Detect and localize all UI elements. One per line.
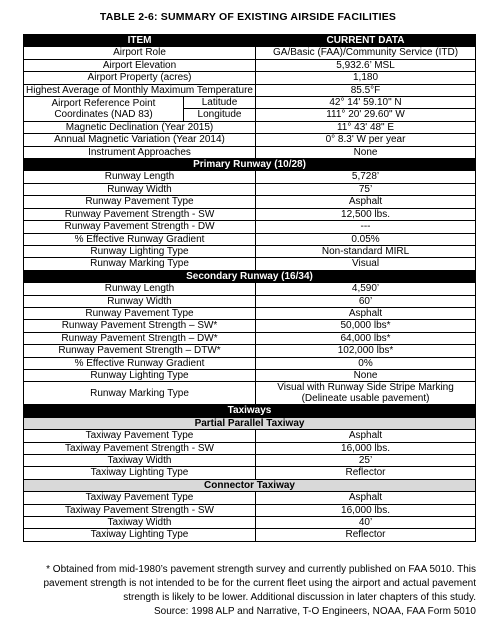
footnote-line: pavement strength is not intended to be for the current fleet using the airport and actual pavement <box>43 578 476 589</box>
row-value: 4,590’ <box>256 283 476 295</box>
table-row <box>24 84 476 96</box>
table-row <box>24 430 476 442</box>
partial-parallel-taxiway-header: Partial Parallel Taxiway <box>24 417 476 429</box>
connector-taxiway-header: Connector Taxiway <box>24 479 476 491</box>
section-header-row <box>24 405 476 417</box>
row-label: Airport Role <box>24 47 256 59</box>
arp-label-line2: Coordinates (NAD 83) <box>54 108 153 120</box>
row-label: Instrument Approaches <box>24 146 256 158</box>
row-value: Asphalt <box>256 307 476 319</box>
row-value: Reflector <box>256 467 476 479</box>
source-line: Source: 1998 ALP and Narrative, T-O Engineers, NOAA, FAA Form 5010 <box>153 606 476 617</box>
row-value: 42° 14' 59.10" N <box>256 97 476 109</box>
table-row <box>24 307 476 319</box>
table-notes <box>20 563 476 619</box>
row-label: Taxiway Pavement Strength - SW <box>24 504 256 516</box>
row-label: Taxiway Pavement Strength - SW <box>24 442 256 454</box>
row-label: Runway Width <box>24 183 256 195</box>
current-data-column-header: CURRENT DATA <box>256 35 476 47</box>
subsection-header-row <box>24 417 476 429</box>
row-label: Taxiway Width <box>24 517 256 529</box>
row-sublabel: Longitude <box>184 109 256 121</box>
row-value: 64,000 lbs* <box>256 332 476 344</box>
row-value: 12,500 lbs. <box>256 208 476 220</box>
general-section <box>24 47 476 159</box>
row-label: Taxiway Width <box>24 455 256 467</box>
table-row <box>24 97 476 109</box>
connector-taxiway-section <box>24 479 476 491</box>
arp-coordinates-label <box>24 97 184 122</box>
row-label: Runway Pavement Strength – DTW* <box>24 345 256 357</box>
row-label: Runway Width <box>24 295 256 307</box>
row-label: Airport Elevation <box>24 59 256 71</box>
row-value: 75’ <box>256 183 476 195</box>
row-label: Runway Marking Type <box>24 258 256 270</box>
table-row <box>24 47 476 59</box>
row-label: Taxiway Pavement Type <box>24 430 256 442</box>
primary-runway-header: Primary Runway (10/28) <box>24 159 476 171</box>
row-value: None <box>256 369 476 381</box>
row-label: Highest Average of Monthly Maximum Temperature <box>24 84 256 96</box>
table-row <box>24 332 476 344</box>
table-row <box>24 221 476 233</box>
row-label: % Effective Runway Gradient <box>24 233 256 245</box>
row-value: 40’ <box>256 517 476 529</box>
taxiways-section <box>24 405 476 430</box>
item-column-header: ITEM <box>24 35 256 47</box>
row-value: 111° 20' 29.60" W <box>256 109 476 121</box>
partial-parallel-taxiway-rows <box>24 430 476 480</box>
taxiways-header: Taxiways <box>24 405 476 417</box>
row-value: GA/Basic (FAA)/Community Service (ITD) <box>256 47 476 59</box>
row-value: Asphalt <box>256 196 476 208</box>
row-value: 5,932.6’ MSL <box>256 59 476 71</box>
airside-facilities-table <box>23 34 476 542</box>
row-value: --- <box>256 221 476 233</box>
table-row <box>24 72 476 84</box>
row-value: 85.5°F <box>256 84 476 96</box>
table-row <box>24 258 476 270</box>
row-value <box>256 382 476 405</box>
table-row <box>24 245 476 257</box>
row-label: Magnetic Declination (Year 2015) <box>24 121 256 133</box>
row-value: 16,000 lbs. <box>256 442 476 454</box>
table-row <box>24 183 476 195</box>
secondary-runway-rows <box>24 283 476 382</box>
row-value: None <box>256 146 476 158</box>
table-row <box>24 295 476 307</box>
table-row <box>24 357 476 369</box>
row-value: 50,000 lbs* <box>256 320 476 332</box>
table-row <box>24 529 476 541</box>
row-value: 1,180 <box>256 72 476 84</box>
marking-value-line2: (Delineate usable pavement) <box>301 393 430 405</box>
marking-value-line1: Visual with Runway Side Stripe Marking <box>277 382 454 394</box>
table-row <box>24 134 476 146</box>
row-label: Runway Pavement Strength – SW* <box>24 320 256 332</box>
row-label: Runway Lighting Type <box>24 245 256 257</box>
table-row <box>24 233 476 245</box>
table-row <box>24 171 476 183</box>
row-label: Runway Pavement Strength - SW <box>24 208 256 220</box>
table-row <box>24 492 476 504</box>
table-row <box>24 208 476 220</box>
section-header-row <box>24 159 476 171</box>
row-label: Taxiway Pavement Type <box>24 492 256 504</box>
section-header-row <box>24 270 476 282</box>
table-row <box>24 320 476 332</box>
primary-runway-section <box>24 159 476 171</box>
row-value: 0.05% <box>256 233 476 245</box>
row-value: Visual <box>256 258 476 270</box>
row-value: Asphalt <box>256 430 476 442</box>
row-label: Runway Length <box>24 171 256 183</box>
table-row <box>24 442 476 454</box>
footnote-line: * Obtained from mid-1980’s pavement strength survey and currently published on FAA 5010. This <box>46 564 476 575</box>
row-label: % Effective Runway Gradient <box>24 357 256 369</box>
table-title: TABLE 2-6: SUMMARY OF EXISTING AIRSIDE FACILITIES <box>99 11 397 23</box>
row-label: Runway Lighting Type <box>24 369 256 381</box>
footnote-line: strength is likely to be lower. Additional discussion in later chapters of this study. <box>123 592 476 603</box>
table-row <box>24 59 476 71</box>
table-row <box>24 369 476 381</box>
row-value: 0% <box>256 357 476 369</box>
table-row <box>24 504 476 516</box>
row-value: 5,728’ <box>256 171 476 183</box>
table-header-row <box>24 35 476 47</box>
row-value: 102,000 lbs* <box>256 345 476 357</box>
table-row <box>24 196 476 208</box>
table-row <box>24 345 476 357</box>
row-label: Airport Property (acres) <box>24 72 256 84</box>
connector-taxiway-rows <box>24 492 476 542</box>
row-label: Taxiway Lighting Type <box>24 529 256 541</box>
row-value: 11° 43' 48" E <box>256 121 476 133</box>
table-row <box>24 467 476 479</box>
row-value: 0° 8.3' W per year <box>256 134 476 146</box>
table-row <box>24 283 476 295</box>
table-row <box>24 121 476 133</box>
primary-runway-rows <box>24 171 476 270</box>
row-label: Taxiway Lighting Type <box>24 467 256 479</box>
table-row <box>24 146 476 158</box>
row-value: Asphalt <box>256 492 476 504</box>
row-label: Runway Marking Type <box>24 382 256 405</box>
table-row <box>24 455 476 467</box>
row-value: 25’ <box>256 455 476 467</box>
row-value: 16,000 lbs. <box>256 504 476 516</box>
row-label: Runway Pavement Strength – DW* <box>24 332 256 344</box>
table-row <box>24 382 476 405</box>
row-value: Non-standard MIRL <box>256 245 476 257</box>
row-label: Runway Pavement Strength - DW <box>24 221 256 233</box>
row-label: Annual Magnetic Variation (Year 2014) <box>24 134 256 146</box>
secondary-runway-header: Secondary Runway (16/34) <box>24 270 476 282</box>
row-value: Reflector <box>256 529 476 541</box>
row-value: 60’ <box>256 295 476 307</box>
secondary-runway-section <box>24 270 476 282</box>
row-label: Runway Pavement Type <box>24 307 256 319</box>
arp-label-line1: Airport Reference Point <box>51 97 156 109</box>
row-label: Runway Length <box>24 283 256 295</box>
row-sublabel: Latitude <box>184 97 256 109</box>
secondary-marking-section <box>24 382 476 405</box>
row-label: Runway Pavement Type <box>24 196 256 208</box>
table-row <box>24 517 476 529</box>
subsection-header-row <box>24 479 476 491</box>
